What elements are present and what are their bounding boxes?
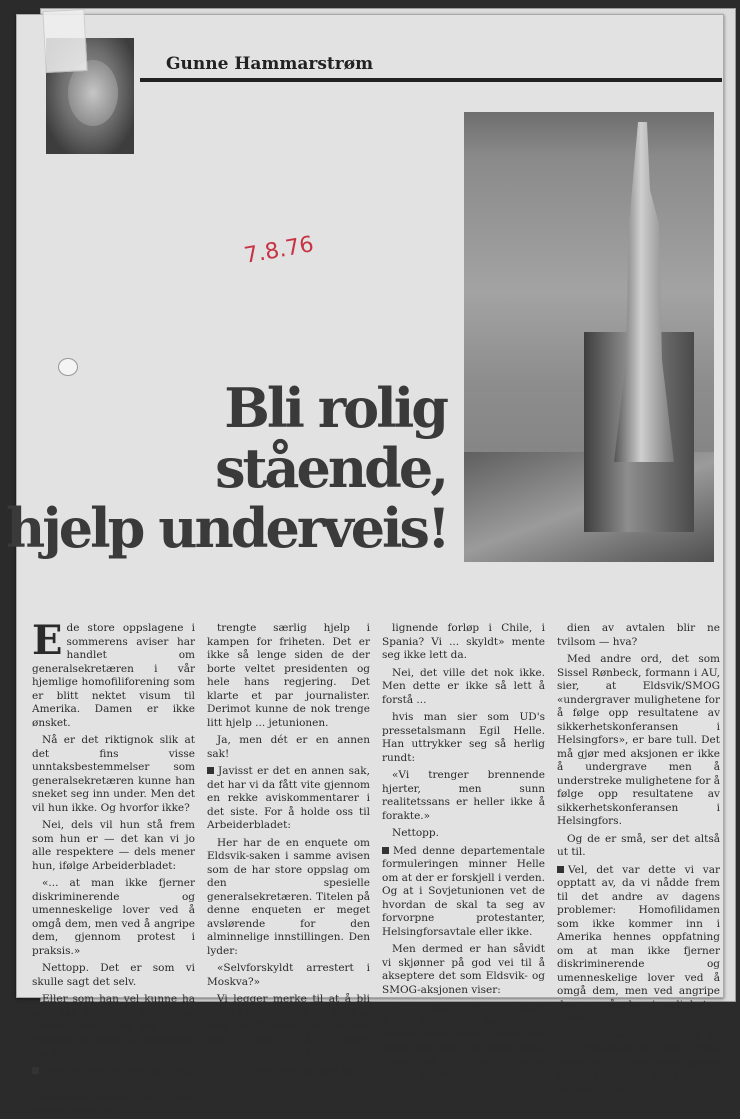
article-paragraph: [32, 993, 195, 1061]
paragraph-text: Nettopp. Det er som vi skulle sagt det selv.: [32, 962, 195, 988]
paragraph-text: «Vi trenger brennende hjerter, men sunn realitetssans er heller ikke å forakte.»: [382, 769, 545, 822]
article-paragraph: [382, 769, 545, 823]
paragraph-text: Vel, det var dette vi var opptatt av, da vi nådde frem til det andre av dagens problemer: Homofilidamen som ikke kommer inn i Amerika hennes oppfatning om at man ikke fjerner diskriminerende og umenneskelige lover ved å omgå dem, men ved angripe dem og påpeke vi meligheten i dem ...» o.s.v.: [557, 863, 720, 1024]
article-paragraph: [32, 877, 195, 958]
article-paragraph: [557, 864, 720, 1026]
article-paragraph: [382, 622, 545, 663]
paragraph-text: Her har de en enquete om Eldsvik-saken i samme avisen som de har store oppslag om den spesielle generalsekretæren. Titelen på denne enqueten er meget avslørende for den alminnelige innstillingen. Den lyder:: [207, 836, 370, 957]
article-column-4: [557, 622, 720, 1096]
headline: [6, 378, 446, 558]
article-paragraph: [32, 962, 195, 989]
headline-line-2: stående,: [215, 436, 446, 500]
article-paragraph: [207, 734, 370, 761]
article-paragraph: [207, 962, 370, 989]
article-paragraph: [382, 667, 545, 708]
article-column-3: [382, 622, 545, 1081]
paragraph-text: At Sovjetunionen ikke akter å holde seg til Helsingforsavtalen, eventuelt tolke den etter sitt eget hode. Resultatet blir vel i begge tilfelle at ver-: [382, 1001, 545, 1081]
article-paragraph: [32, 819, 195, 873]
paragraph-text: Vi legger merke til at å bli tatt i Moskva for å ha slått et slag for friheten, ja, det må vel sies å være «selvforskyldt» — hva?: [207, 993, 370, 1059]
statue-of-liberty-photo: [464, 112, 714, 562]
article-paragraph: [557, 1030, 720, 1098]
paragraph-text: Nei, det ville det nok ikke. Men dette er ikke så lett å forstå ...: [382, 666, 545, 706]
article-paragraph: [382, 943, 545, 997]
paragraph-text: Vi ante her begynnelsen en ny frihetsaksjon for arme Amerika. På en eller annen måte kom det til å vekke latteren i oss.: [557, 1029, 720, 1096]
tape-strip: [42, 9, 87, 73]
headline-line-3: hjelp underveis!: [6, 496, 448, 560]
paragraph-text: dien av avtalen blir ne tvilsom — hva?: [557, 622, 720, 648]
paragraph-text: hvis man sier som UD's pressetalsmann Egil Helle. Han uttrykker seg så herlig rundt:: [382, 711, 545, 764]
paragraph-text: Eller som han vel kunne ha sagt det, studenten Bernt Ivar Eldsvik som stilte seg opp i Moskva og delte ut løpesedler om frihet.: [32, 993, 195, 1059]
article-paragraph: [207, 993, 370, 1061]
article-paragraph: [32, 1065, 195, 1119]
punch-hole: [58, 358, 78, 376]
drop-cap: E: [32, 617, 63, 664]
section-square-icon: [207, 767, 214, 774]
paragraph-text: «Selvforskyldt arrestert i Moskva?»: [207, 962, 370, 988]
section-square-icon: [382, 847, 389, 854]
paragraph-text: Men dermed er han såvidt vi skjønner på god vei til å akseptere det som Eldsvik- og SMOG-aksjonen viser:: [382, 943, 545, 996]
article-paragraph: [557, 622, 720, 649]
section-square-icon: [557, 866, 564, 873]
byline-rule: [140, 78, 722, 82]
article-paragraph: [557, 833, 720, 860]
paragraph-text: Nå er det riktignok slik at det fins visse unntaksbestemmelser som generalsekretæren kunne han sneket seg inn under. Men det vil hun ikke. Og hvorfor ikke?: [32, 734, 195, 814]
paragraph-text: Med denne departementale formuleringen minner Helle om at der er forskjell i verden. Og at i Sovjetunionen vet de hvordan de skal ta seg av forvorpne protestanter, Helsingforsavtale eller ikke.: [382, 844, 545, 938]
paragraph-text: Ja, men dét er en annen sak!: [207, 734, 370, 760]
handwritten-date: 7.8.76: [242, 232, 316, 269]
paragraph-text: Og de er små, ser det altså ut til.: [557, 832, 720, 858]
paragraph-text: Javisst er det en annen sak, det har vi da fått vite gjennom en rekke aviskommentarer i det siste. For å holde oss til Arbeiderbladet:: [207, 765, 370, 831]
article-paragraph: [382, 1001, 545, 1082]
paragraph-text: lignende forløp i Chile, i Spania? Vi ... skyldt» mente seg ikke lett da.: [382, 622, 545, 661]
article-paragraph: [382, 827, 545, 841]
paragraph-text: Nei, dels vil hun stå frem som hun er — det kan vi jo alle respektere — dels mener hun, ifølge Arbeiderbladet:: [32, 819, 195, 872]
article-paragraph: [382, 845, 545, 940]
byline: Gunne Hammarstrøm: [166, 54, 374, 74]
article-paragraph: [207, 765, 370, 833]
article-paragraph: [382, 711, 545, 765]
article-column-1: [32, 617, 195, 1117]
paragraph-text: Nettopp.: [392, 827, 439, 839]
paragraph-text: «... at man ikke fjerner diskriminerende og umenneskelige lover ved å omgå dem, men ved å angripe dem, gjennom protest i praksis.»: [32, 877, 195, 957]
article-body: [32, 617, 720, 1117]
paragraph-text: Med andre ord, det som Sissel Rønbeck, formann i AU, sier, at Eldsvik/SMOG «undergraver mulighetene for å følge opp resultatene av sikkerhetskonferansen i Helsingfors», er bare tull. Det må gjør med aksjonen er ikke å undergrave men å understreke mulighetene for å følge opp resultatene av sikkerhetskonferansen i Helsingfors.: [557, 653, 720, 827]
article-paragraph: [207, 1065, 370, 1079]
headline-line-1: Bli rolig: [224, 376, 446, 440]
article-paragraph: [557, 653, 720, 829]
photo-statue: [614, 122, 674, 462]
article-column-2: [207, 622, 370, 1077]
article-paragraph: [207, 837, 370, 959]
paragraph-text: Men ellers er det slik når det gjelder generalsekretæren, at vi ikke trodde Amerika: [32, 1064, 195, 1117]
article-paragraph: [32, 617, 195, 730]
paragraph-text: Ja, jo. Men hva da med et: [217, 1064, 353, 1077]
paragraph-text: trengte særlig hjelp i kampen for friheten. Det er ikke så lenge siden de der borte veltet presidenten og hele hans regjering. Det klarte et par journalister. Derimot kunne de nok trenge litt hjelp ... jetunionen.: [207, 622, 370, 729]
section-square-icon: [32, 1067, 39, 1074]
paragraph-text: de store oppslagene i sommerens aviser har handlet om generalsekretæren i vår hjemlige homofiliforening som er blitt nektet visum til Amerika. Damen er ikke ønsket.: [32, 622, 195, 729]
article-paragraph: [32, 734, 195, 815]
article-paragraph: [207, 622, 370, 730]
